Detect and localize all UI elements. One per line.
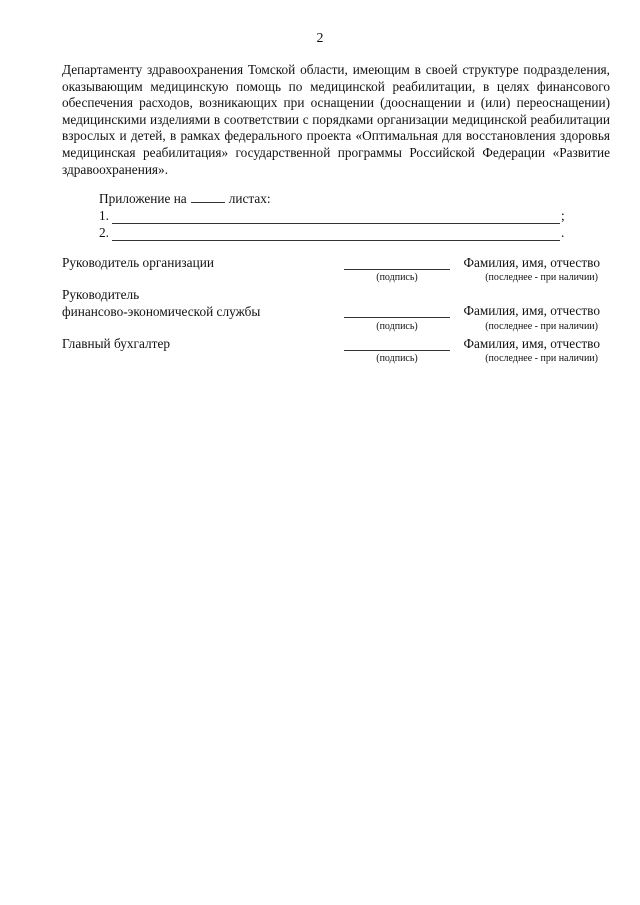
- signature-title-line2: финансово-экономической службы: [62, 303, 261, 319]
- signature-chief-accountant: [62, 336, 602, 370]
- appendix-item-end: .: [561, 225, 565, 240]
- fio-note: (последнее - при наличии): [485, 353, 598, 364]
- appendix-title: [99, 190, 569, 207]
- page-number: 2: [316, 31, 324, 46]
- appendix-item-number: 2.: [99, 225, 109, 240]
- signature-caption: (подпись): [376, 272, 418, 283]
- signature-caption: (подпись): [376, 321, 418, 332]
- fio-note: (последнее - при наличии): [485, 272, 598, 283]
- appendix-item-blank-line: [112, 227, 560, 241]
- signature-title: Главный бухгалтер: [62, 336, 171, 351]
- appendix-suffix: листах:: [228, 191, 271, 206]
- appendix-item-2: [99, 224, 569, 241]
- appendix-item-blank-line: [112, 210, 560, 224]
- appendix-item-number: 1.: [99, 208, 109, 223]
- fio-label: Фамилия, имя, отчество: [463, 303, 600, 318]
- signature-title-line1: Руководитель: [62, 287, 140, 302]
- appendix-item-1: [99, 207, 569, 224]
- appendix-pages-blank: [191, 191, 225, 203]
- body-paragraph: Департаменту здравоохранения Томской области, имеющим в своей структуре подразделения, оказывающим медицинскую помощь по медицинской реабилитации, в целях финансового обеспечения расходов, возникающих при оснащении (дооснащении и (или) переоснащении) медицинскими изделиями в соответствии с порядками организации медицинской реабилитации взрослых и детей, в рамках федерального проекта «Оптимальная для восстановления здоровья медицинская реабилитация» государственной программы Российской Федерации «Развитие здравоохранения».: [62, 62, 610, 177]
- appendix-prefix: Приложение на: [99, 191, 187, 206]
- signature-caption: (подпись): [376, 353, 418, 364]
- appendix-section: [99, 190, 569, 241]
- appendix-item-end: ;: [561, 208, 565, 223]
- fio-label: Фамилия, имя, отчество: [463, 336, 600, 351]
- signature-head: [62, 255, 602, 289]
- fio-note: (последнее - при наличии): [485, 321, 598, 332]
- signature-line: [344, 317, 450, 318]
- signature-title: Руководитель организации: [62, 255, 214, 270]
- signature-finance-head: [62, 287, 602, 337]
- fio-label: Фамилия, имя, отчество: [463, 255, 600, 270]
